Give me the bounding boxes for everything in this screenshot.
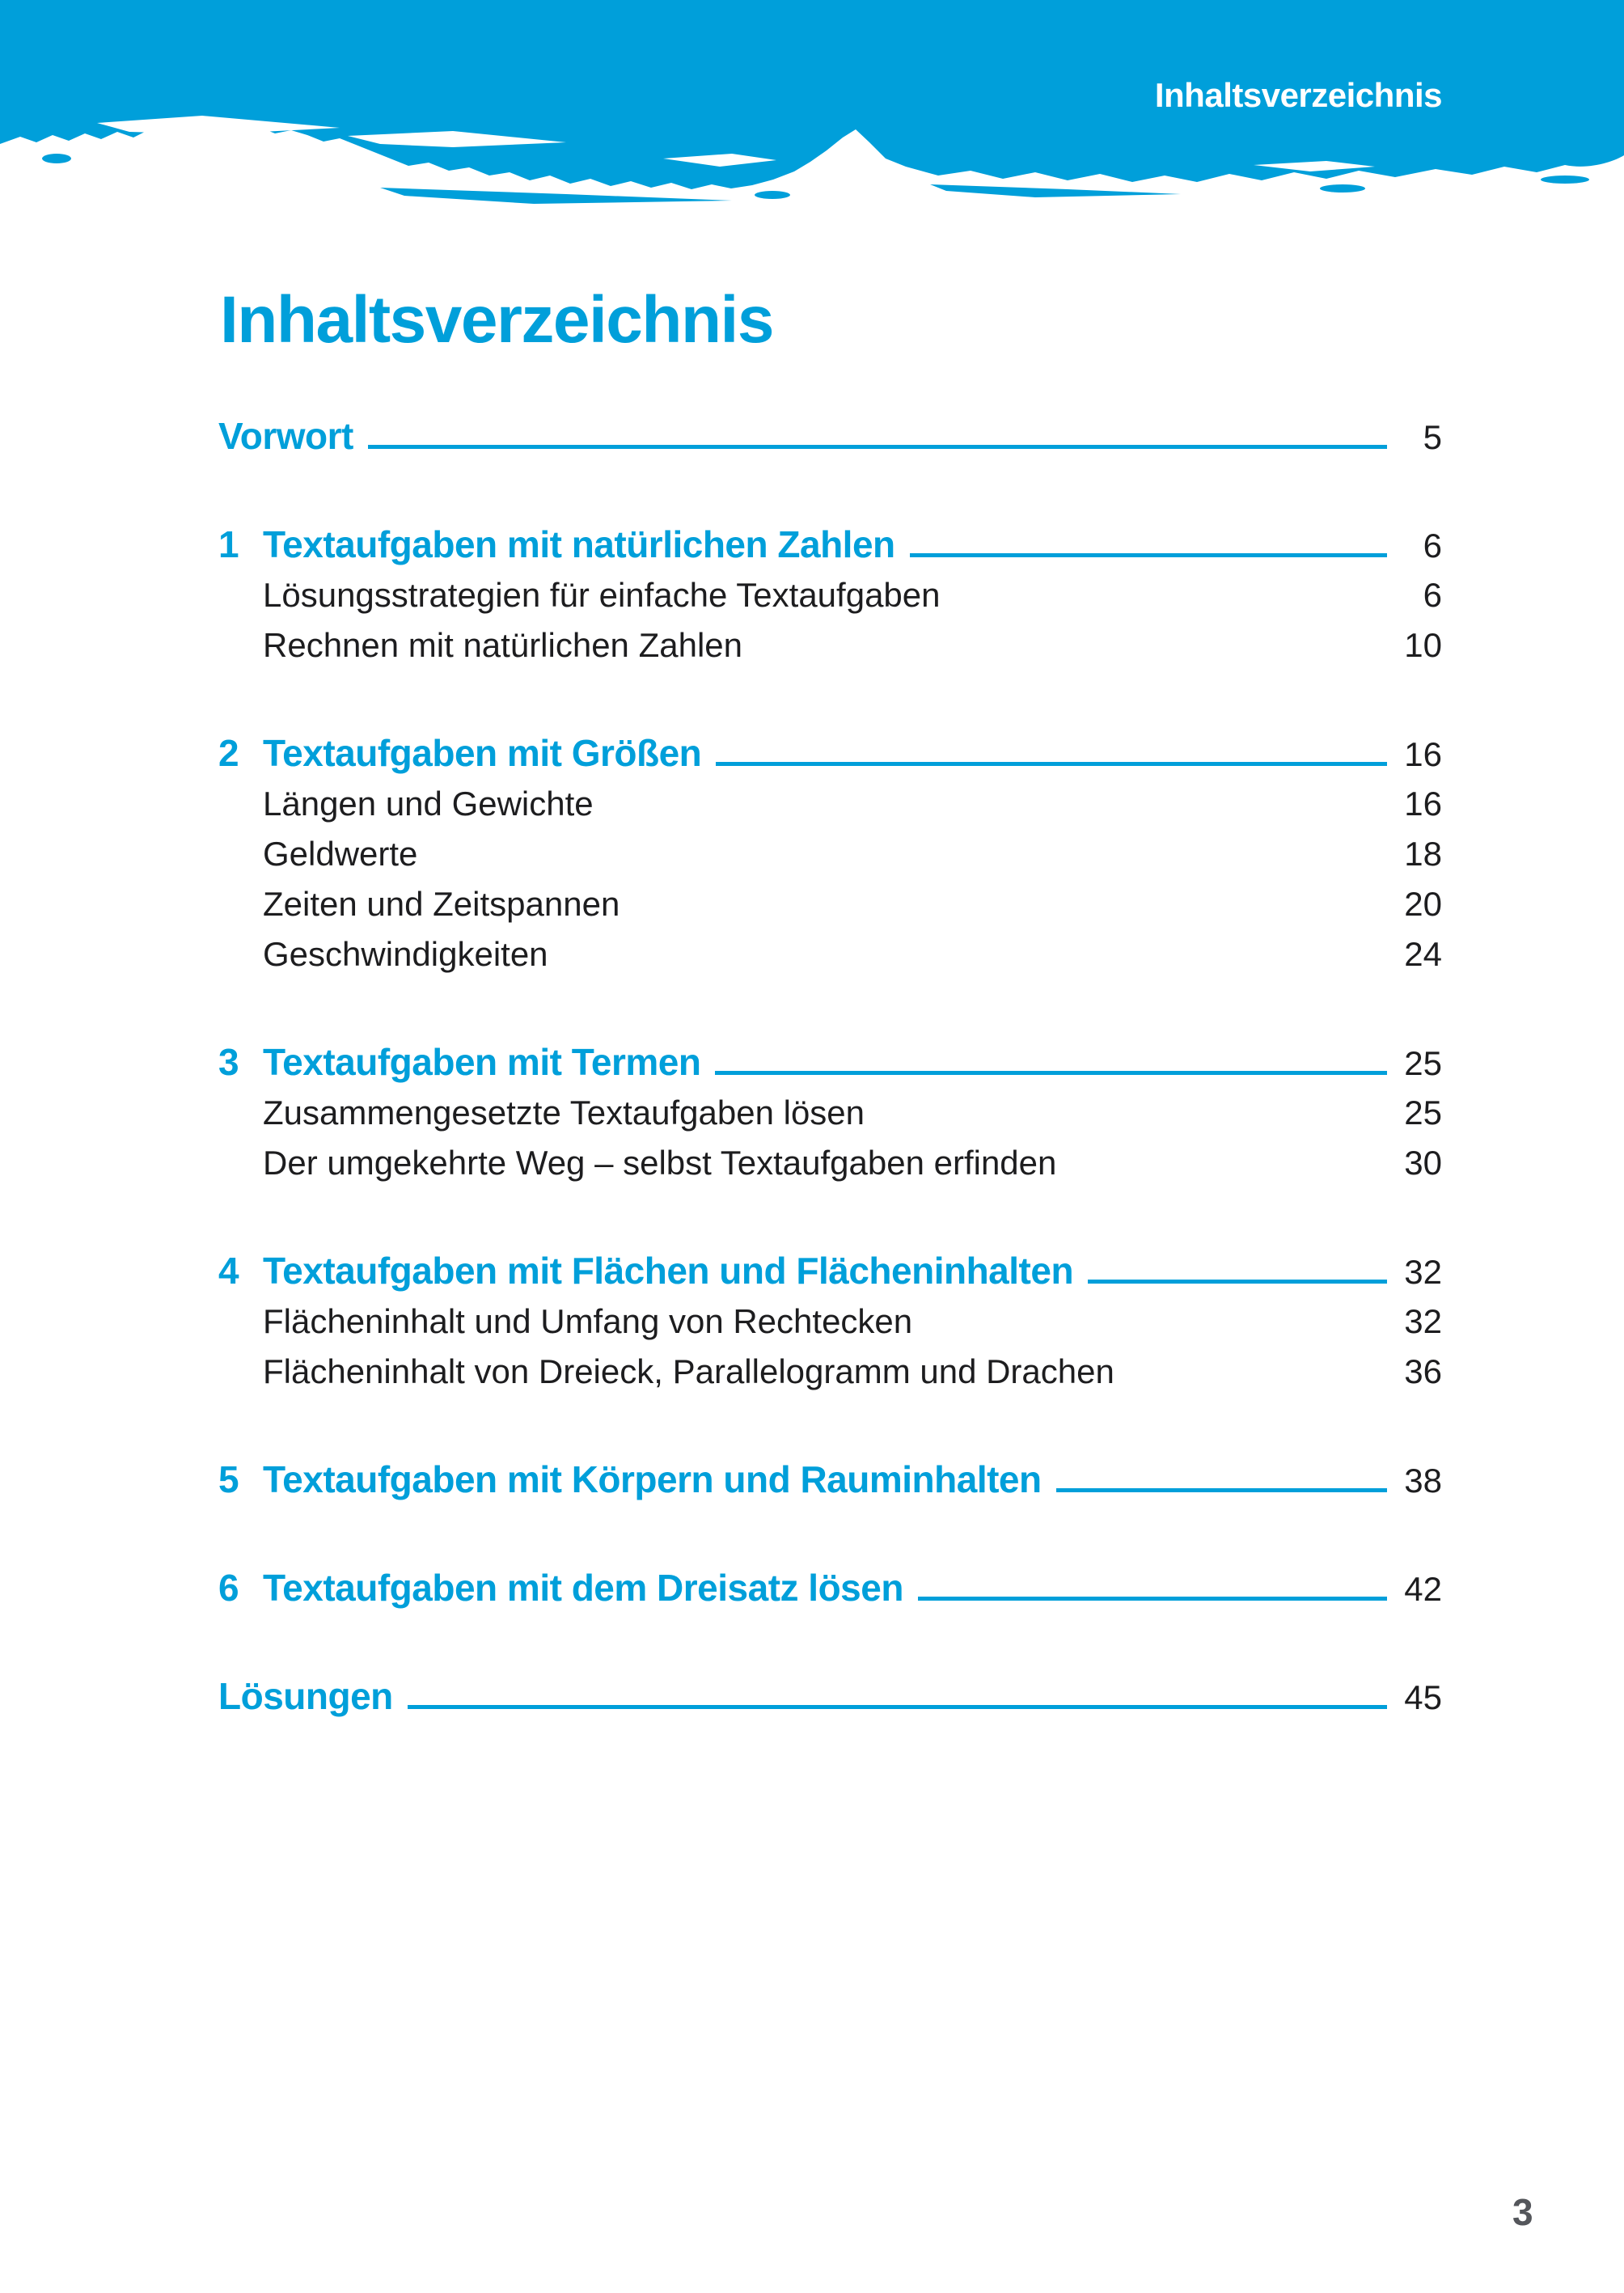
chapter-number: 6 xyxy=(218,1567,239,1609)
toc-sub-row xyxy=(218,835,1442,874)
leader-rule xyxy=(716,757,1387,766)
chapter-number: 4 xyxy=(218,1250,239,1292)
page-number: 6 xyxy=(1423,576,1442,614)
leader-spacer xyxy=(879,1119,1387,1124)
chapter-title: Textaufgaben mit Größen xyxy=(263,732,702,774)
toc-sub-row xyxy=(218,935,1442,974)
page-number: 45 xyxy=(1404,1678,1442,1716)
toc-heading-row xyxy=(218,1040,1442,1084)
toc-heading-row xyxy=(218,414,1442,458)
section-title: Flächeninhalt und Umfang von Rechtecken xyxy=(263,1302,913,1340)
toc-sub-row xyxy=(218,576,1442,615)
toc-sub-row xyxy=(218,1352,1442,1391)
section-title: Rechnen mit natürlichen Zahlen xyxy=(263,626,743,664)
page-number: 38 xyxy=(1404,1462,1442,1500)
page-number: 20 xyxy=(1404,885,1442,923)
leader-spacer xyxy=(1129,1378,1387,1383)
section-title: Geldwerte xyxy=(263,835,418,873)
toc-sub-row xyxy=(218,785,1442,823)
page-number: 16 xyxy=(1404,785,1442,823)
section-title: Längen und Gewichte xyxy=(263,785,594,823)
chapter-number: 1 xyxy=(218,523,239,565)
leader-rule xyxy=(1088,1275,1387,1284)
toc-heading-row xyxy=(218,731,1442,775)
page-number: 25 xyxy=(1404,1044,1442,1082)
leader-rule xyxy=(368,440,1387,449)
leader-rule xyxy=(715,1066,1387,1075)
leader-spacer xyxy=(927,1328,1387,1333)
leader-spacer xyxy=(1071,1170,1387,1174)
page-title: Inhaltsverzeichnis xyxy=(220,282,773,357)
chapter-title: Textaufgaben mit natürlichen Zahlen xyxy=(263,523,895,565)
leader-spacer xyxy=(432,861,1387,865)
chapter-number: 2 xyxy=(218,732,239,774)
page-number: 25 xyxy=(1404,1094,1442,1132)
page-number: 32 xyxy=(1404,1253,1442,1291)
section-title: Zusammengesetzte Textaufgaben lösen xyxy=(263,1094,865,1132)
running-header: Inhaltsverzeichnis xyxy=(1154,76,1442,114)
chapter-title: Textaufgaben mit dem Dreisatz lösen xyxy=(263,1567,903,1609)
page-number: 32 xyxy=(1404,1302,1442,1340)
page-number: 30 xyxy=(1404,1144,1442,1182)
leader-rule xyxy=(408,1700,1387,1709)
page-number: 16 xyxy=(1404,735,1442,773)
section-title: Zeiten und Zeitspannen xyxy=(263,885,620,923)
toc-sub-row xyxy=(218,1144,1442,1182)
chapter-title: Lösungen xyxy=(218,1675,393,1717)
page-number: 5 xyxy=(1423,418,1442,456)
page-number: 42 xyxy=(1404,1570,1442,1608)
toc-heading-row xyxy=(218,1249,1442,1292)
toc-sub-row xyxy=(218,885,1442,924)
toc-heading-row xyxy=(218,1674,1442,1718)
page-number: 6 xyxy=(1423,527,1442,565)
leader-rule xyxy=(918,1592,1387,1601)
leader-spacer xyxy=(955,602,1388,607)
toc-heading-row xyxy=(218,522,1442,566)
leader-spacer xyxy=(634,911,1387,916)
header-brush-band xyxy=(0,0,1624,210)
section-title: Der umgekehrte Weg – selbst Textaufgaben erfinden xyxy=(263,1144,1057,1182)
page-folio: 3 xyxy=(1512,2191,1533,2233)
page-number: 18 xyxy=(1404,835,1442,873)
leader-rule xyxy=(1056,1483,1387,1492)
toc-sub-row xyxy=(218,1302,1442,1341)
section-title: Flächeninhalt von Dreieck, Parallelogramm und Drachen xyxy=(263,1352,1114,1390)
page-number: 24 xyxy=(1404,935,1442,973)
chapter-number: 5 xyxy=(218,1458,239,1500)
leader-spacer xyxy=(757,652,1387,657)
toc-heading-row xyxy=(218,1566,1442,1610)
leader-rule xyxy=(910,548,1387,557)
chapter-title: Textaufgaben mit Flächen und Flächeninhalten xyxy=(263,1250,1074,1292)
toc-sub-row xyxy=(218,626,1442,665)
toc-heading-row xyxy=(218,1457,1442,1501)
chapter-title: Vorwort xyxy=(218,415,353,457)
toc-sub-row xyxy=(218,1094,1442,1132)
page-number: 36 xyxy=(1404,1352,1442,1390)
leader-spacer xyxy=(608,810,1387,815)
chapter-title: Textaufgaben mit Termen xyxy=(263,1041,701,1083)
page-number: 10 xyxy=(1404,626,1442,664)
section-title: Lösungsstrategien für einfache Textaufgaben xyxy=(263,576,941,614)
leader-spacer xyxy=(563,961,1387,966)
section-title: Geschwindigkeiten xyxy=(263,935,548,973)
chapter-number: 3 xyxy=(218,1041,239,1083)
chapter-title: Textaufgaben mit Körpern und Rauminhalten xyxy=(263,1458,1042,1500)
